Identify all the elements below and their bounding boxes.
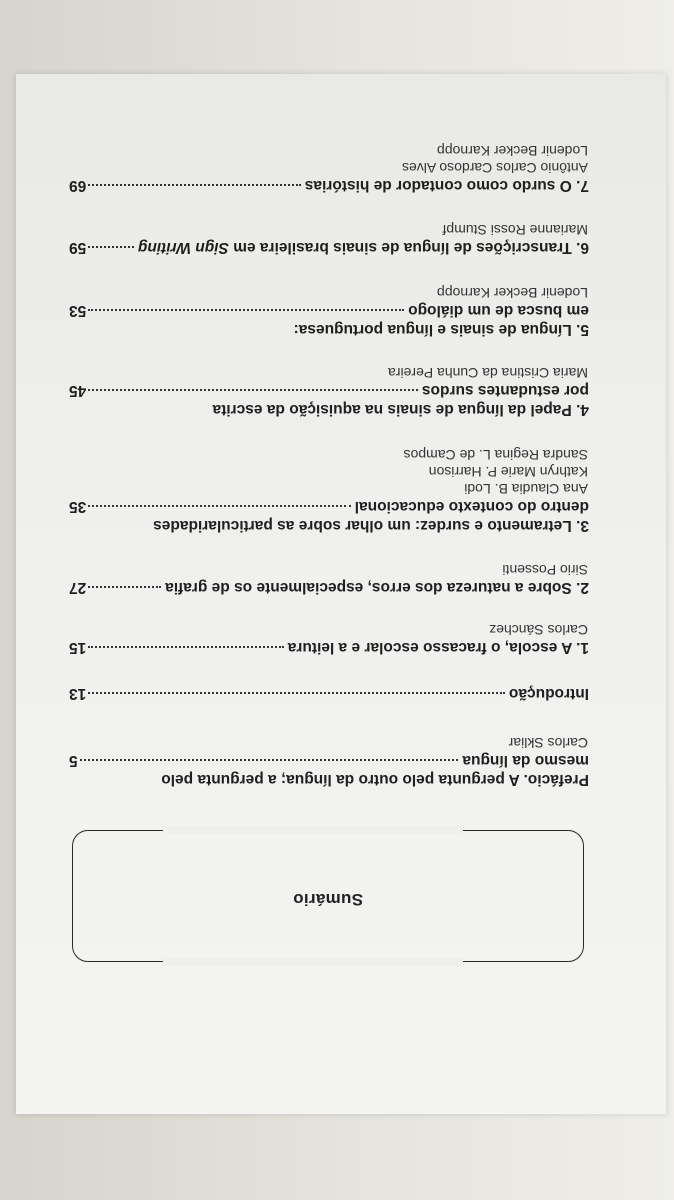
toc-entry-title — [138, 238, 589, 257]
toc-author: Antônio Carlos Cardoso Alves — [402, 160, 588, 176]
toc-page-number: 53 — [69, 302, 87, 319]
leader-dots — [88, 586, 161, 592]
leader-dots — [88, 692, 505, 698]
toc-entry-title: 7. O surdo como contador de histórias — [304, 177, 589, 194]
toc-page-number: 15 — [69, 639, 87, 656]
toc-page-number: 35 — [69, 498, 87, 515]
toc-entry-3 — [69, 446, 589, 535]
toc-entry-title-cont: em busca de um diálogo — [408, 302, 589, 319]
paper-sheet — [16, 74, 666, 1114]
toc-entry-7 — [69, 142, 589, 195]
toc-author: Sirio Possenti — [502, 562, 588, 578]
toc-author: Carlos Skliar — [508, 735, 588, 751]
toc-entry-title-cont: por estudantes surdos — [421, 382, 589, 399]
frame-gap-bottom — [163, 826, 463, 834]
title-frame — [72, 830, 584, 962]
leader-dots — [88, 505, 351, 511]
toc-author: Lodenir Becker Karnopp — [437, 285, 588, 301]
toc-author: Maria Cristina da Cunha Pereira — [388, 365, 588, 381]
frame-gap-top — [163, 958, 463, 966]
toc-entry-introducao — [69, 684, 589, 703]
toc-entry-title-line-2 — [69, 751, 589, 770]
toc-entry-title: 4. Papel da língua de sinais na aquisição da escrita — [212, 401, 589, 418]
toc-entry-title: Introdução — [508, 685, 589, 702]
toc-entry-4 — [69, 364, 589, 419]
toc-entry-title-line-2 — [69, 301, 589, 320]
toc-entry-6 — [69, 221, 589, 257]
toc-entry-title-line-2 — [69, 497, 589, 516]
toc-entry-title-line — [69, 684, 589, 703]
leader-dots — [80, 759, 459, 765]
leader-dots — [88, 246, 134, 252]
toc-entry-title-line — [69, 238, 589, 257]
toc-page-number: 59 — [69, 239, 87, 256]
leader-dots — [88, 646, 283, 652]
toc-page-number: 5 — [69, 752, 78, 769]
toc-page-number: 45 — [69, 382, 87, 399]
toc-author: Ana Claudia B. Lodi — [464, 481, 588, 497]
toc-entry-1 — [69, 621, 589, 657]
toc-page-number: 27 — [69, 579, 87, 596]
toc-entry-title-cont: mesmo da língua — [462, 752, 589, 769]
toc-page-number: 69 — [69, 177, 87, 194]
toc-author: Carlos Sánchez — [489, 622, 588, 638]
toc-author: Lodenir Becker Karnopp — [437, 143, 588, 159]
page-title: Sumário — [292, 890, 364, 909]
toc-author: Marianne Rossi Stumpf — [442, 222, 588, 238]
toc-entry-title-line-2 — [69, 381, 589, 400]
toc-page-number: 13 — [69, 685, 87, 702]
toc-entry-title-line — [69, 638, 589, 657]
toc-entry-title: 3. Letramento e surdez: um olhar sobre as particularidades — [153, 517, 589, 534]
toc-entry-title-italic: Sign Writing — [137, 239, 229, 256]
toc-entry-title-main: 6. Transcrições de língua de sinais brasileira em — [233, 239, 589, 256]
leader-dots — [88, 389, 418, 395]
toc-entry-title: 1. A escola, o fracasso escolar e a leitura — [287, 639, 589, 656]
toc-entry-title-line — [69, 400, 589, 419]
toc-entry-title-line — [69, 176, 589, 195]
toc-entry-prefacio — [69, 734, 589, 789]
leader-dots — [88, 309, 404, 315]
toc-author: Kathryn Marie P. Harrison — [428, 464, 588, 480]
toc-entry-title-cont: dentro do contexto educacional — [354, 498, 589, 515]
toc-entry-5 — [69, 284, 589, 339]
toc-entry-title-line — [69, 770, 589, 789]
leader-dots — [88, 184, 301, 190]
toc-entry-title-line — [69, 516, 589, 535]
toc-entry-2 — [69, 561, 589, 597]
toc-entry-title: Prefácio. A pergunta pelo outro da língua; a pergunta pelo — [161, 771, 589, 788]
toc-entry-title: 2. Sobre a natureza dos erros, especialmente os de grafia — [165, 579, 589, 596]
toc-author: Sandra Regina L. de Campos — [403, 447, 588, 463]
toc-entry-title-line — [69, 320, 589, 339]
toc-entry-title: 5. Língua de sinais e língua portuguesa: — [293, 321, 589, 338]
toc-entry-title-line — [69, 578, 589, 597]
